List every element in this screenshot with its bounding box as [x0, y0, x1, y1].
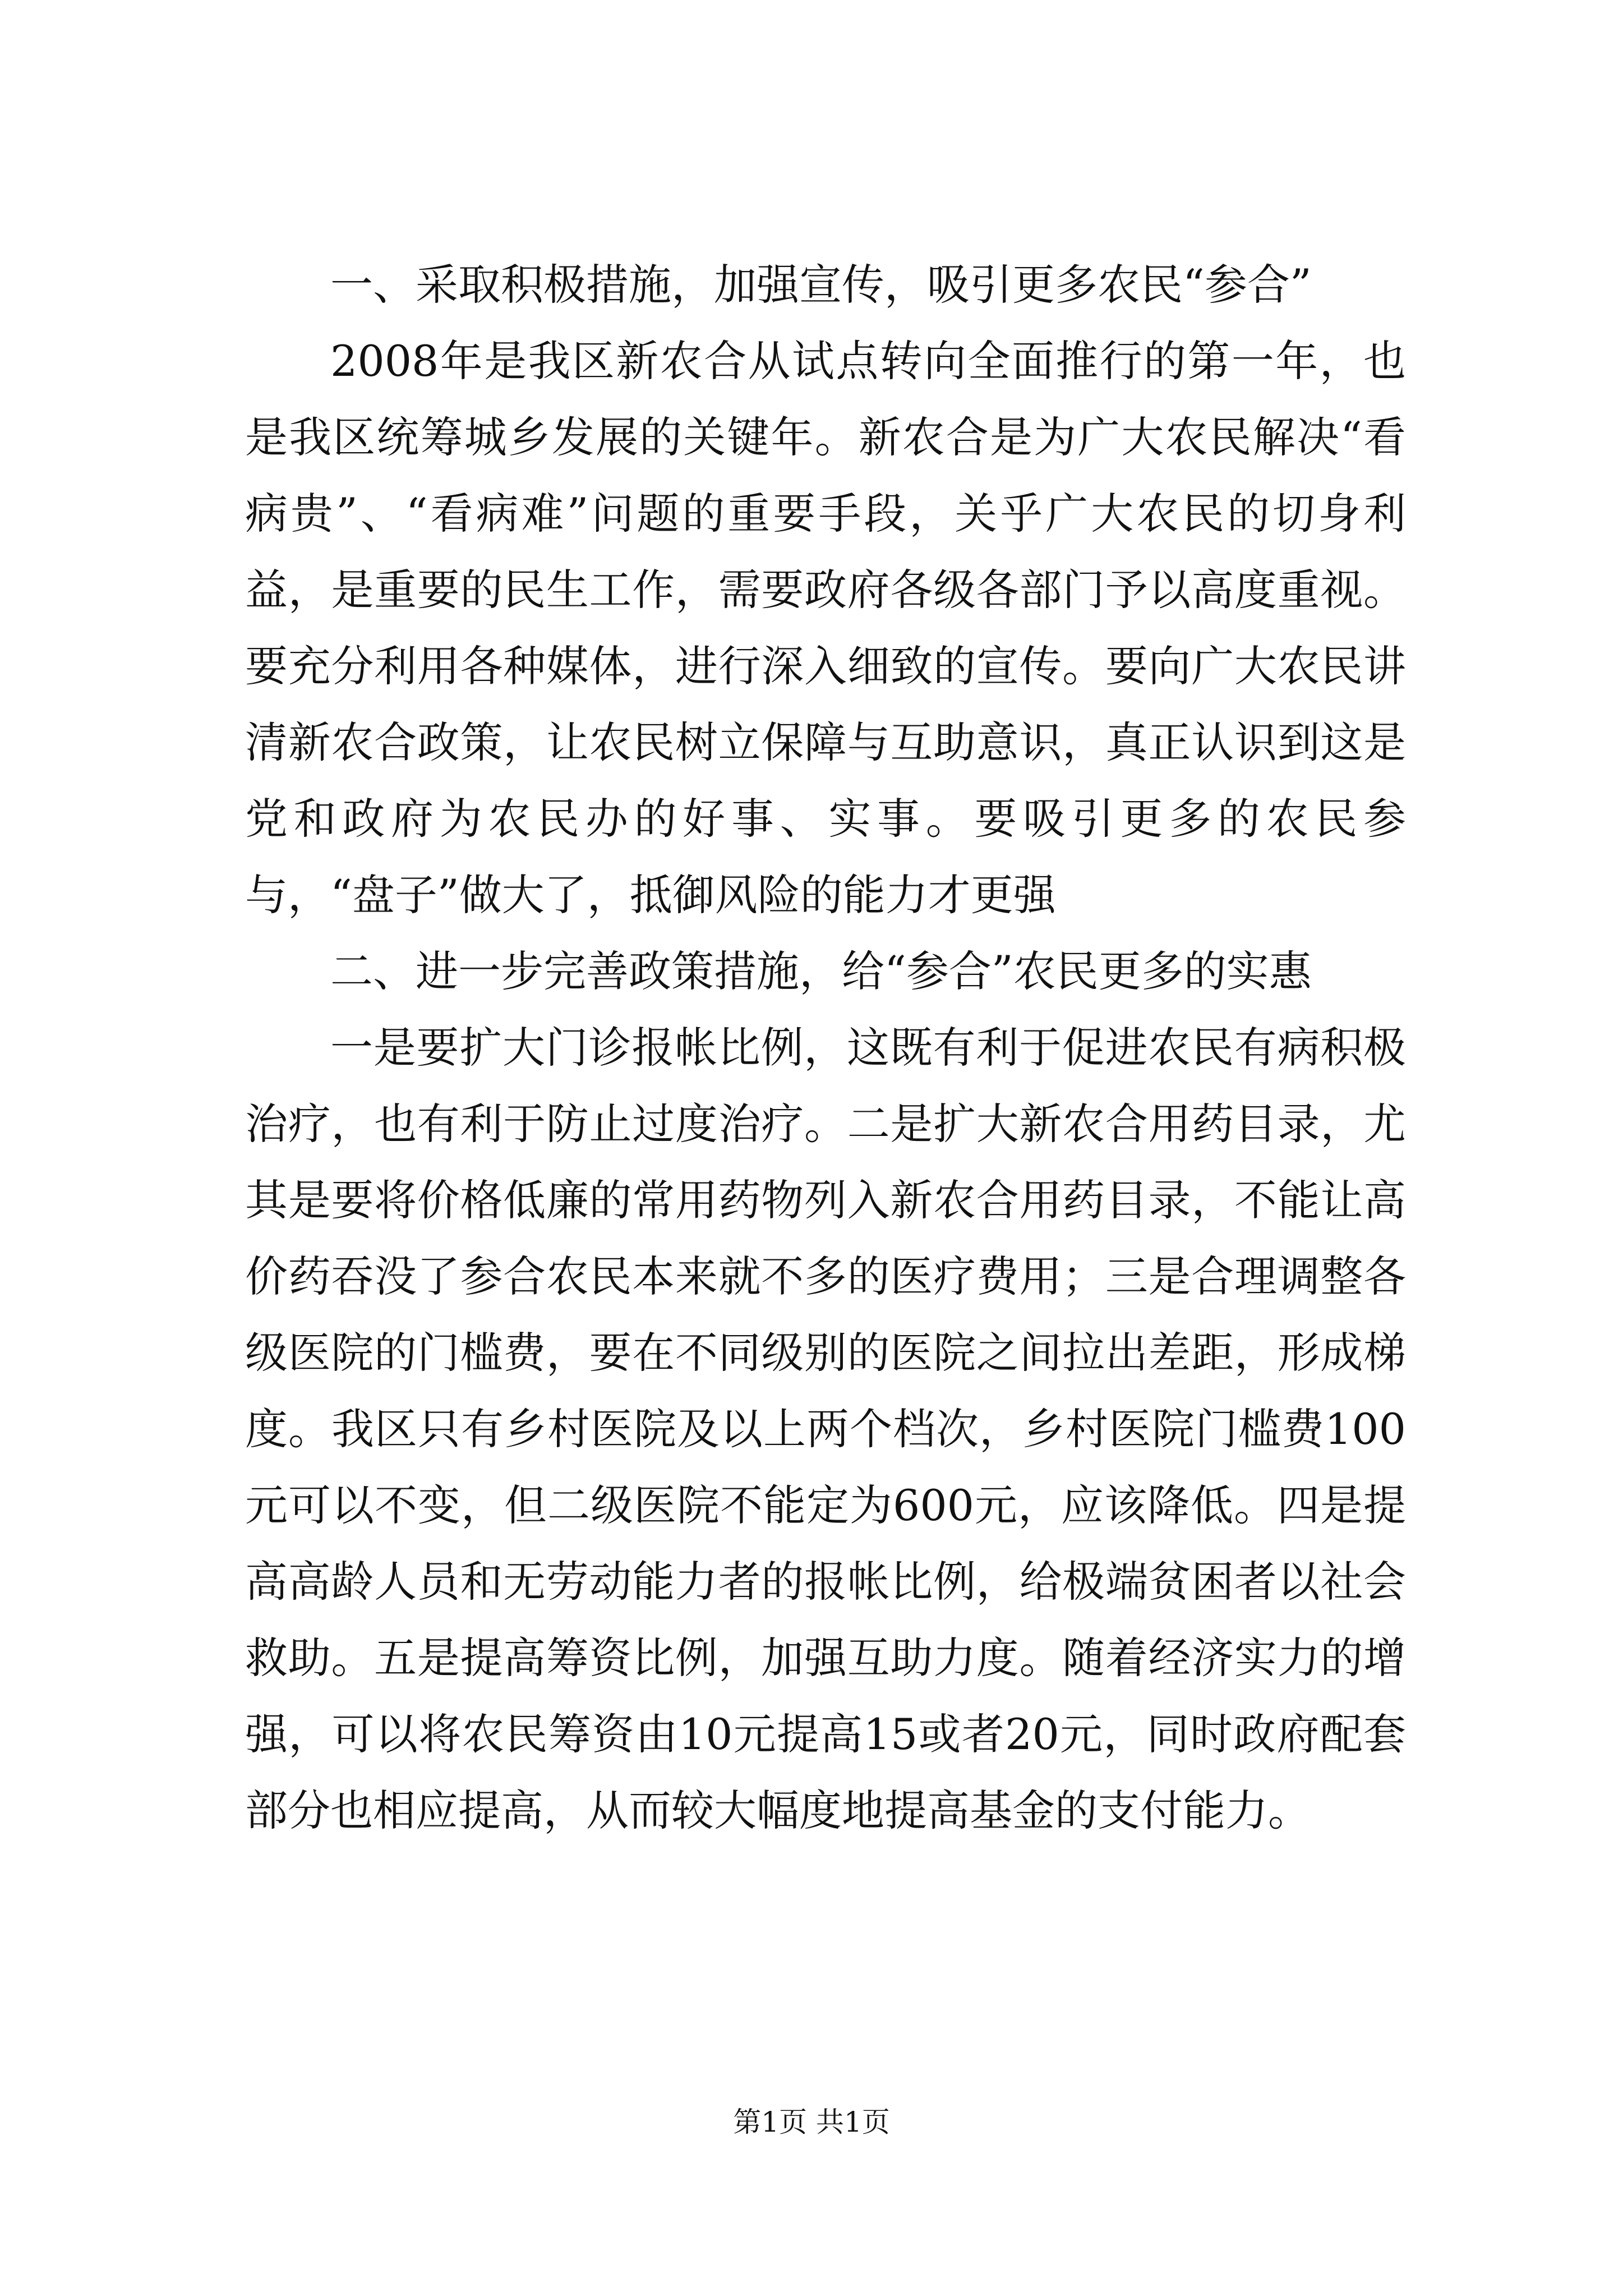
paragraph-2: 一是要扩大门诊报帐比例，这既有利于促进农民有病积极治疗，也有利于防止过度治疗。二是扩大新农合用药目录，尤其是要将价格低廉的常用药物列入新农合用药目录，不能让高价药吞没了参合农民本来就不多的医疗费用；三是合理调整各级医院的门槛费，要在不同级别的医院之间拉出差距，形成梯度。我区只有乡村医院及以上两个档次，乡村医院门槛费100元可以不变，但二级医院不能定为600元，应该降低。四是提高高龄人员和无劳动能力者的报帐比例，给极端贫困者以社会救助。五是提高筹资比例，加强互助力度。随着经济实力的增强，可以将农民筹资由10元提高15或者20元，同时政府配套部分也相应提高，从而较大幅度地提高基金的支付能力。: [245, 1023, 1406, 1835]
page-footer: 第1页 共1页: [733, 2106, 890, 2138]
paragraph-1: 2008年是我区新农合从试点转向全面推行的第一年，也是我区统筹城乡发展的关键年。新农合是为广大农民解决“看病贵”、“看病难”问题的重要手段，关乎广大农民的切身利益，是重要的民生工作，需要政府各级各部门予以高度重视。要充分利用各种媒体，进行深入细致的宣传。要向广大农民讲清新农合政策，让农民树立保障与互助意识，真正认识到这是党和政府为农民办的好事、实事。要吸引更多的农民参与，“盘子”做大了，抵御风险的能力才更强: [245, 336, 1406, 920]
section-heading-2: 二、进一步完善政策措施，给“参合”农民更多的实惠: [330, 946, 1312, 996]
section-heading-1: 一、采取积极措施，加强宣传，吸引更多农民“参合”: [330, 260, 1312, 310]
document-body: [245, 247, 1406, 1986]
